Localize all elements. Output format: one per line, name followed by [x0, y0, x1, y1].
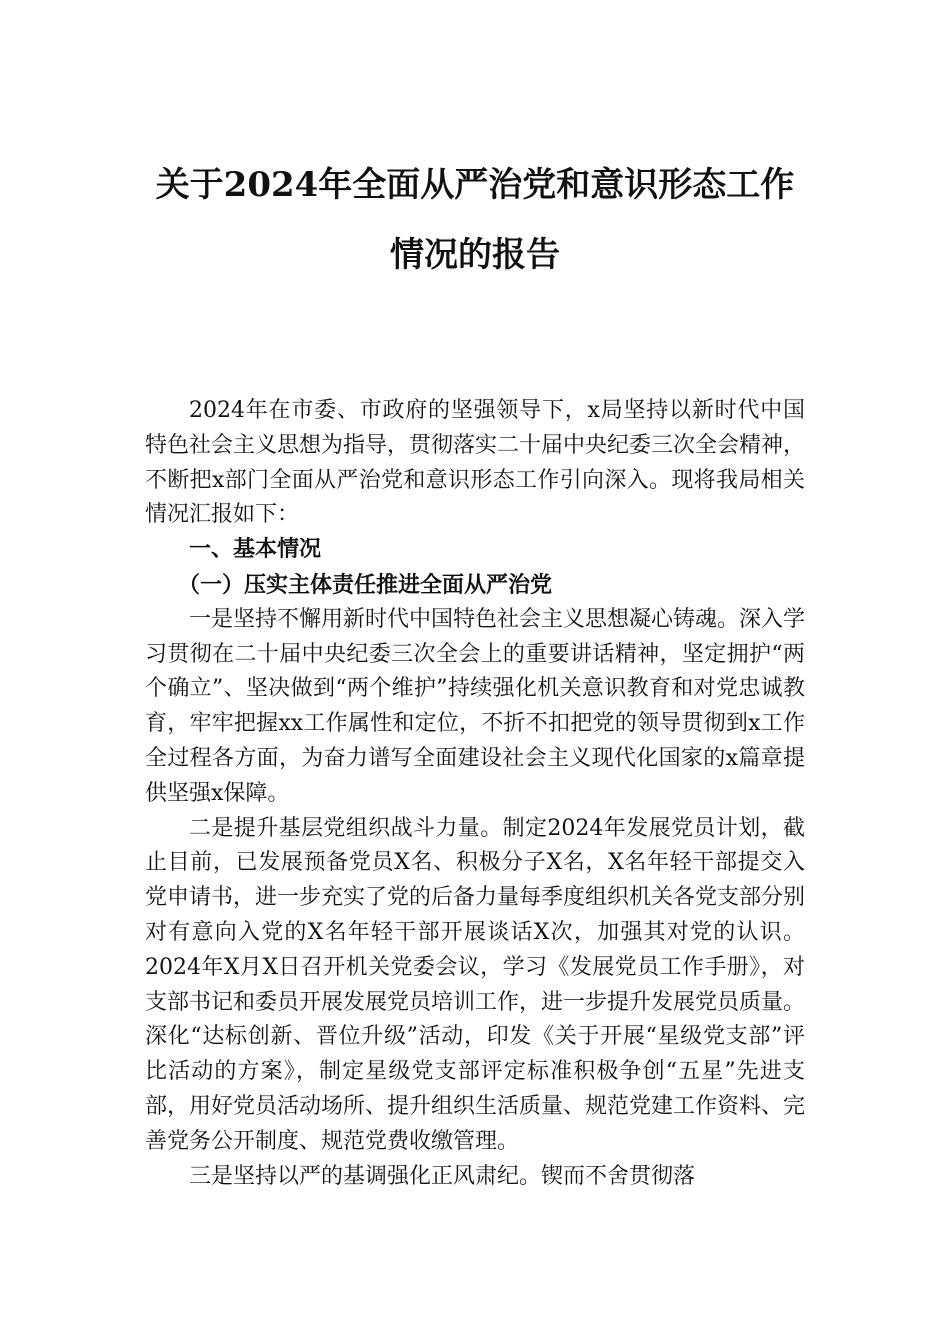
intro-paragraph: 2024年在市委、市政府的坚强领导下，x局坚持以新时代中国特色社会主义思想为指导，贯彻落实二十届中央纪委三次全会精神，不断把x部门全面从严治党和意识形态工作引向深入。现将我局相关情况汇报如下： — [145, 398, 806, 528]
document-title — [145, 150, 805, 290]
paragraph-2: 二是提升基层党组织战斗力量。制定2024年发展党员计划，截止目前，已发展预备党员X名、积极分子X名，X名年轻干部提交入党申请书，进一步充实了党的后备力量每季度组织机关各党支部分别对有意向入党的X名年轻干部开展谈话X次，加强其对党的认识。2024年X月X日召开机关党委会议，学习《发展党员工作手册》，对支部书记和委员开展发展党员培训工作，进一步提升发展党员质量。深化“达标创新、晋位升级”活动，印发《关于开展“星级党支部”评比活动的方案》，制定星级党支部评定标准积极争创“五星”先进支部，用好党员活动场所、提升组织生活质量、规范党建工作资料、完善党务公开制度、规范党费收缴管理。 — [145, 815, 806, 1154]
section-heading-basic-situation: 一、基本情况 — [189, 537, 322, 563]
document-body — [145, 394, 805, 1194]
paragraph-3: 三是坚持以严的基调强化正风肃纪。锲而不舍贯彻落 — [189, 1163, 696, 1189]
subsection-heading-1: （一）压实主体责任推进全面从严治党 — [178, 571, 553, 598]
title-line-2: 情况的报告 — [390, 235, 560, 275]
title-line-1: 关于2024年全面从严治党和意识形态工作 — [155, 165, 795, 205]
paragraph-1: 一是坚持不懈用新时代中国特色社会主义思想凝心铸魂。深入学习贯彻在二十届中央纪委三次全会上的重要讲话精神，坚定拥护“两个确立”、坚决做到“两个维护”持续强化机关意识教育和对党忠诚教育，牢牢把握xx工作属性和定位，不折不扣把党的领导贯彻到x工作全过程各方面，为奋力谱写全面建设社会主义现代化国家的x篇章提供坚强x保障。 — [145, 606, 806, 806]
document-page — [145, 150, 805, 1194]
